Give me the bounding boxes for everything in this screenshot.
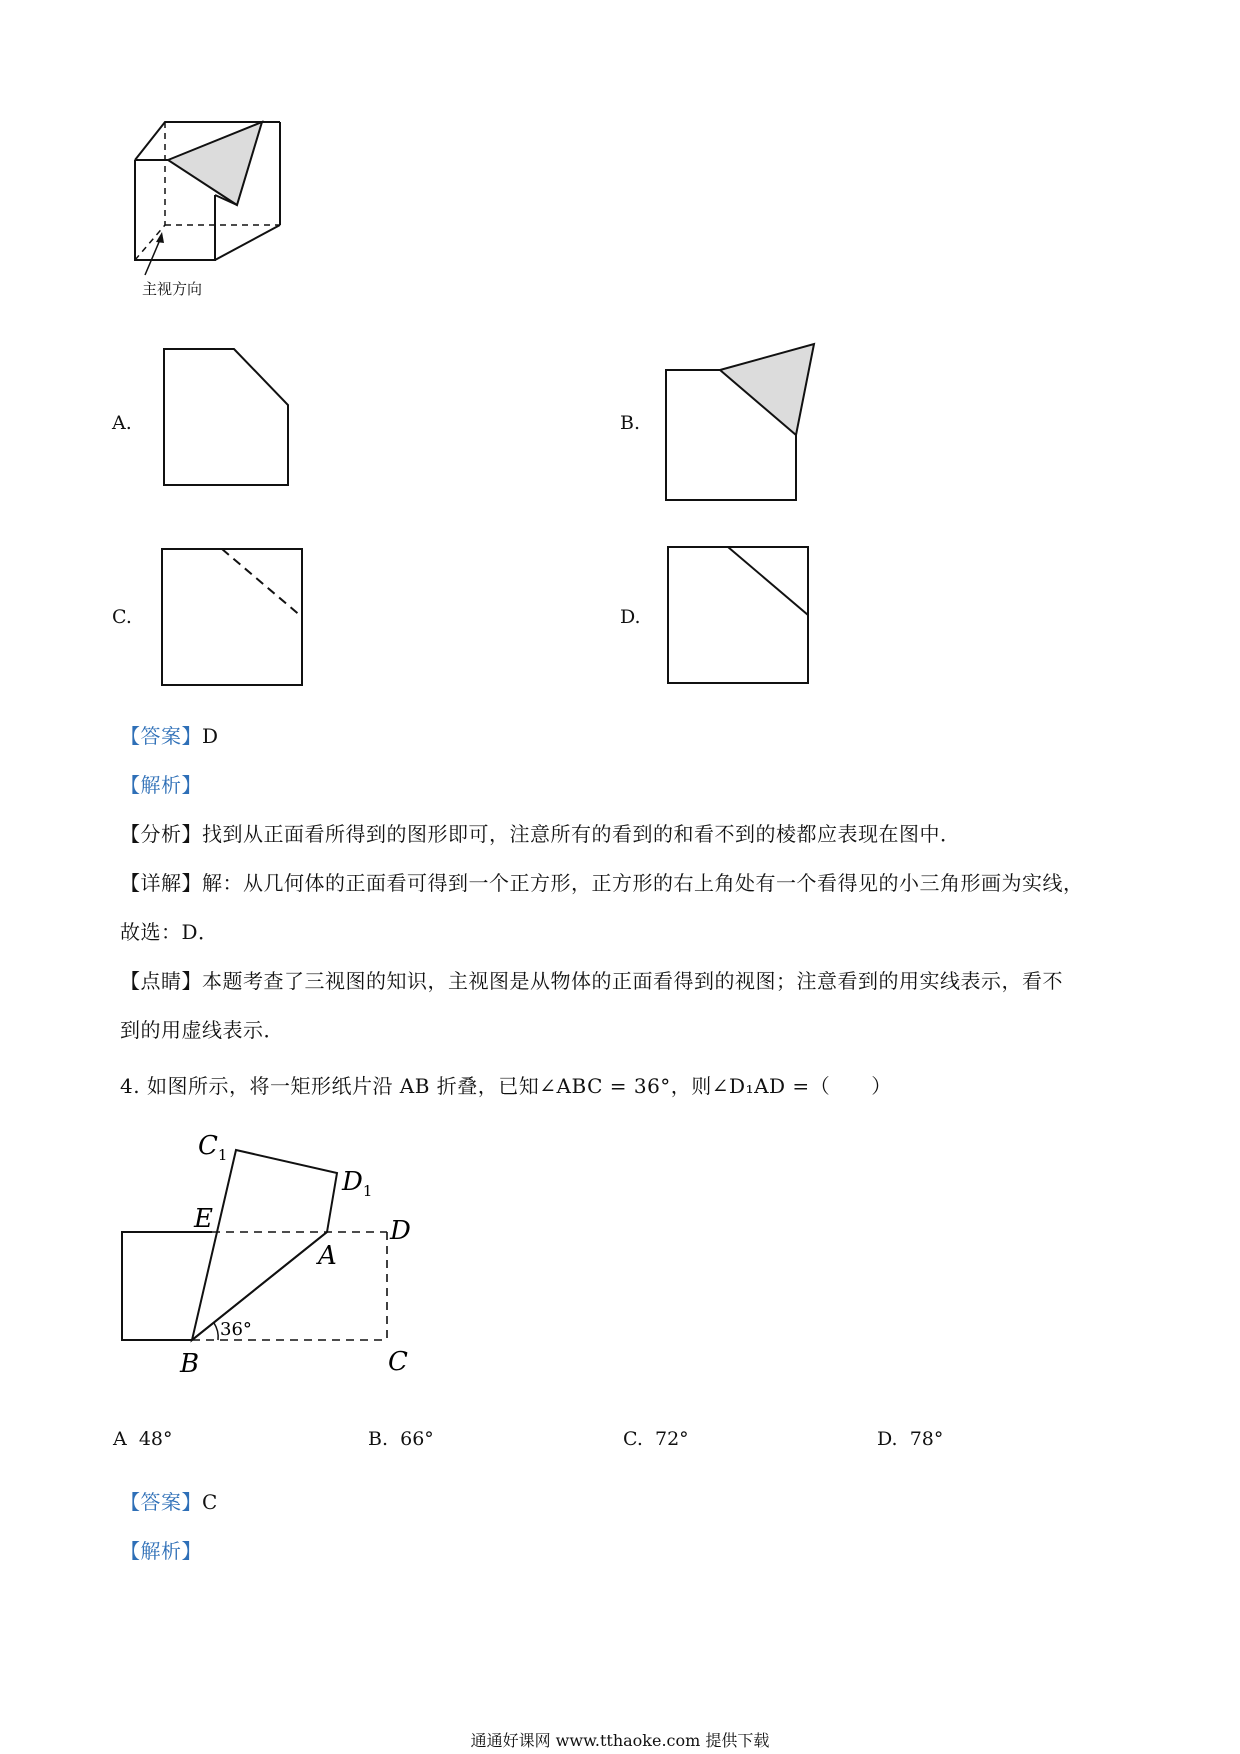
label-c1-sub: 1	[217, 1146, 228, 1164]
q3-fenxi-line	[120, 820, 961, 848]
page-footer: 通通好课网 www.tthaoke.com 提供下载	[470, 1731, 770, 1750]
choice-value: 48°	[138, 1428, 173, 1450]
choice-value: 66°	[400, 1428, 434, 1450]
q4-answer-line	[120, 1488, 218, 1516]
q4-choice-d	[877, 1428, 943, 1450]
choice-label: C.	[623, 1428, 643, 1450]
choice-label: A	[113, 1428, 127, 1450]
choice-value: 72°	[655, 1428, 689, 1450]
q3-xiangjie-line	[120, 869, 1084, 897]
answer-value: C	[202, 1490, 218, 1514]
label-c1-main: C	[198, 1131, 218, 1161]
label-a: A	[318, 1241, 337, 1271]
q4-choice-b	[368, 1428, 434, 1450]
option-d-figure	[664, 543, 814, 688]
fenxi-text: 找到从正面看所得到的图形即可，注意所有的看到的和看不到的棱都应表现在图中．	[202, 822, 961, 846]
option-c-figure	[158, 545, 308, 690]
choice-label: B.	[368, 1428, 389, 1450]
xiangjie-tag: 【详解】	[120, 871, 202, 895]
q3-xiangjie-line-2: 故选：D．	[120, 920, 219, 944]
choice-label: D.	[877, 1428, 898, 1450]
label-d1-main: D	[342, 1167, 363, 1197]
label-c1	[198, 1131, 227, 1164]
xiangjie-text-1: 解：从几何体的正面看可得到一个正方形，正方形的右上角处有一个看得见的小三角形画为实线，	[202, 871, 1084, 895]
option-a-figure	[160, 345, 300, 490]
option-a-label: A.	[112, 412, 132, 434]
option-c-label: C.	[112, 606, 132, 628]
label-d: D	[390, 1216, 411, 1246]
choice-value: 78°	[909, 1428, 944, 1450]
fenxi-tag: 【分析】	[120, 822, 202, 846]
q4-stem: 4. 如图所示，将一矩形纸片沿 AB 折叠，已知∠ABC = 36°，则∠D₁AD =（ ）	[120, 1074, 892, 1098]
label-angle: 36°	[220, 1319, 252, 1340]
option-b-label: B.	[620, 412, 641, 434]
option-b-figure	[660, 340, 830, 510]
analysis-tag: 【解析】	[120, 773, 202, 797]
label-e: E	[194, 1204, 213, 1234]
label-b: B	[180, 1349, 200, 1379]
option-d-label: D.	[620, 606, 641, 628]
q4-analysis-line	[120, 1537, 202, 1565]
cube-caption: 主视方向	[142, 280, 203, 298]
q3-dianjing-line	[120, 967, 1063, 995]
q3-analysis-line	[120, 771, 202, 799]
analysis-tag: 【解析】	[120, 1539, 202, 1563]
q3-answer-line	[120, 722, 219, 750]
answer-value: D	[202, 724, 219, 748]
q4-choice-a	[113, 1428, 173, 1450]
q3-dianjing-line-2: 到的用虚线表示．	[120, 1018, 284, 1042]
dianjing-tag: 【点睛】	[120, 969, 202, 993]
answer-tag: 【答案】	[120, 1490, 202, 1514]
label-d1	[341, 1167, 372, 1200]
dianjing-text-1: 本题考查了三视图的知识，主视图是从物体的正面看得到的视图；注意看到的用实线表示，看不	[202, 969, 1063, 993]
label-d1-sub: 1	[362, 1182, 373, 1200]
answer-tag: 【答案】	[120, 724, 202, 748]
q4-fold-figure	[110, 1130, 430, 1400]
q4-choice-c	[623, 1428, 689, 1450]
label-c: C	[388, 1347, 408, 1377]
